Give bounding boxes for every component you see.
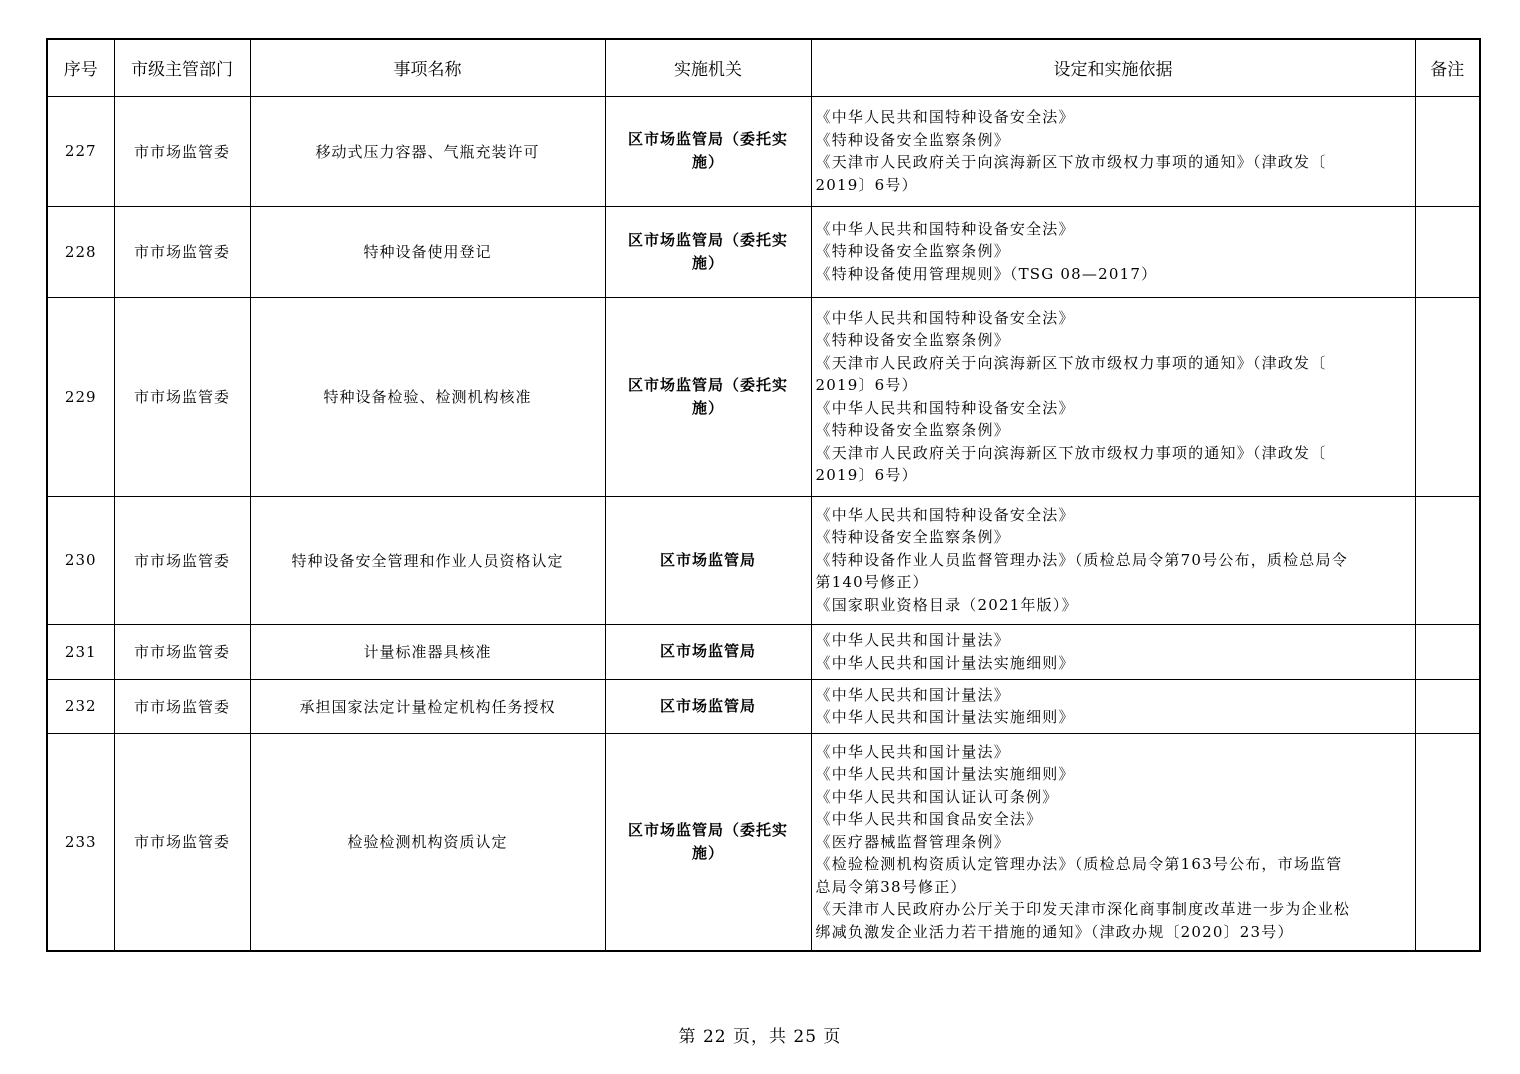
row-note <box>1415 206 1480 297</box>
header-dept: 市级主管部门 <box>114 39 250 96</box>
basis-line: 2019〕6号） <box>815 376 918 394</box>
basis-line: 《特种设备使用管理规则》（TSG 08—2017） <box>815 264 1158 283</box>
table-row <box>47 297 1480 496</box>
row-item-name: 特种设备安全管理和作业人员资格认定 <box>250 496 605 624</box>
row-note <box>1415 496 1480 624</box>
basis-line: 《特种设备安全监察条例》 <box>815 421 1010 439</box>
row-department: 市市场监管委 <box>114 733 250 951</box>
basis-line: 《中华人民共和国特种设备安全法》 <box>815 219 1075 238</box>
org-line: 施） <box>691 843 724 862</box>
basis-line: 《特种设备安全监察条例》 <box>815 130 1010 149</box>
basis-line: 《特种设备安全监察条例》 <box>815 331 1010 349</box>
table-row <box>47 206 1480 297</box>
table-row <box>47 624 1480 679</box>
row-legal-basis <box>811 624 1415 679</box>
header-name: 事项名称 <box>250 39 605 96</box>
row-number: 229 <box>47 297 114 496</box>
row-legal-basis <box>811 679 1415 733</box>
regulation-table <box>46 38 1481 952</box>
basis-line: 《中华人民共和国计量法》 <box>815 685 1010 704</box>
row-department: 市市场监管委 <box>114 624 250 679</box>
row-legal-basis <box>811 297 1415 496</box>
basis-line: 《天津市人民政府关于向滨海新区下放市级权力事项的通知》（津政发〔 <box>815 153 1327 171</box>
table-row <box>47 496 1480 624</box>
row-note <box>1415 297 1480 496</box>
row-item-name: 特种设备检验、检测机构核准 <box>250 297 605 496</box>
row-legal-basis <box>811 96 1415 206</box>
row-department: 市市场监管委 <box>114 297 250 496</box>
row-number: 230 <box>47 496 114 624</box>
row-item-name: 检验检测机构资质认定 <box>250 733 605 951</box>
org-line: 区市场监管局（委托实 <box>627 130 788 148</box>
basis-line: 《特种设备安全监察条例》 <box>815 528 1010 547</box>
row-implementing-org <box>605 297 811 496</box>
row-department: 市市场监管委 <box>114 496 250 624</box>
basis-line: 《中华人民共和国食品安全法》 <box>815 810 1043 828</box>
basis-line: 《国家职业资格目录（2021年版）》 <box>815 595 1078 614</box>
org-line: 区市场监管局 <box>659 550 756 569</box>
org-line: 区市场监管局（委托实 <box>627 230 788 249</box>
row-legal-basis <box>811 206 1415 297</box>
row-implementing-org <box>605 733 811 951</box>
row-department: 市市场监管委 <box>114 96 250 206</box>
basis-line: 《中华人民共和国计量法》 <box>815 631 1010 649</box>
row-department: 市市场监管委 <box>114 206 250 297</box>
row-note <box>1415 679 1480 733</box>
table-row <box>47 679 1480 733</box>
basis-line: 绑减负激发企业活力若干措施的通知》（津政办规〔2020〕23号） <box>815 922 1294 941</box>
row-number: 233 <box>47 733 114 951</box>
table-header-row <box>47 39 1480 96</box>
row-implementing-org <box>605 679 811 733</box>
basis-line: 《天津市人民政府关于向滨海新区下放市级权力事项的通知》（津政发〔 <box>815 443 1327 462</box>
row-note <box>1415 96 1480 206</box>
header-basis: 设定和实施依据 <box>811 39 1415 96</box>
basis-line: 《天津市人民政府关于向滨海新区下放市级权力事项的通知》（津政发〔 <box>815 353 1327 372</box>
org-line: 施） <box>691 398 724 417</box>
row-implementing-org <box>605 96 811 206</box>
table-body <box>47 96 1480 951</box>
basis-line: 《中华人民共和国特种设备安全法》 <box>815 398 1075 417</box>
table-row <box>47 96 1480 206</box>
row-item-name: 承担国家法定计量检定机构任务授权 <box>250 679 605 733</box>
basis-line: 《中华人民共和国计量法实施细则》 <box>815 708 1075 726</box>
org-line: 施） <box>691 253 724 272</box>
table-row <box>47 733 1480 951</box>
basis-line: 《中华人民共和国计量法》 <box>815 742 1010 761</box>
row-implementing-org <box>605 624 811 679</box>
row-number: 232 <box>47 679 114 733</box>
row-note <box>1415 733 1480 951</box>
basis-line: 《中华人民共和国特种设备安全法》 <box>815 505 1075 524</box>
row-number: 228 <box>47 206 114 297</box>
row-legal-basis <box>811 496 1415 624</box>
basis-line: 《中华人民共和国特种设备安全法》 <box>815 108 1075 126</box>
row-note <box>1415 624 1480 679</box>
row-item-name: 计量标准器具核准 <box>250 624 605 679</box>
basis-line: 《医疗器械监督管理条例》 <box>815 832 1010 851</box>
org-line: 区市场监管局 <box>659 696 756 715</box>
basis-line: 《中华人民共和国特种设备安全法》 <box>815 308 1075 327</box>
header-org: 实施机关 <box>605 39 811 96</box>
basis-line: 《特种设备安全监察条例》 <box>815 242 1010 261</box>
row-item-name: 移动式压力容器、气瓶充装许可 <box>250 96 605 206</box>
row-number: 231 <box>47 624 114 679</box>
row-implementing-org <box>605 206 811 297</box>
row-legal-basis <box>811 733 1415 951</box>
header-note: 备注 <box>1415 39 1480 96</box>
basis-line: 2019〕6号） <box>815 175 918 194</box>
row-department: 市市场监管委 <box>114 679 250 733</box>
basis-line: 《中华人民共和国计量法实施细则》 <box>815 653 1075 672</box>
page-number: 第 22 页，共 25 页 <box>678 1027 842 1047</box>
basis-line: 总局令第38号修正） <box>815 877 967 896</box>
basis-line: 《检验检测机构资质认定管理办法》（质检总局令第163号公布，市场监管 <box>815 855 1343 873</box>
basis-line: 第140号修正） <box>815 573 929 592</box>
basis-line: 《中华人民共和国认证认可条例》 <box>815 787 1059 806</box>
header-no: 序号 <box>47 39 114 96</box>
row-item-name: 特种设备使用登记 <box>250 206 605 297</box>
org-line: 区市场监管局（委托实 <box>627 820 788 839</box>
org-line: 施） <box>691 153 724 171</box>
basis-line: 《中华人民共和国计量法实施细则》 <box>815 765 1075 783</box>
org-line: 区市场监管局 <box>659 642 756 660</box>
org-line: 区市场监管局（委托实 <box>627 375 788 394</box>
basis-line: 2019〕6号） <box>815 466 918 484</box>
row-number: 227 <box>47 96 114 206</box>
basis-line: 《特种设备作业人员监督管理办法》（质检总局令第70号公布，质检总局令 <box>815 550 1348 569</box>
row-implementing-org <box>605 496 811 624</box>
basis-line: 《天津市人民政府办公厅关于印发天津市深化商事制度改革进一步为企业松 <box>815 900 1351 918</box>
